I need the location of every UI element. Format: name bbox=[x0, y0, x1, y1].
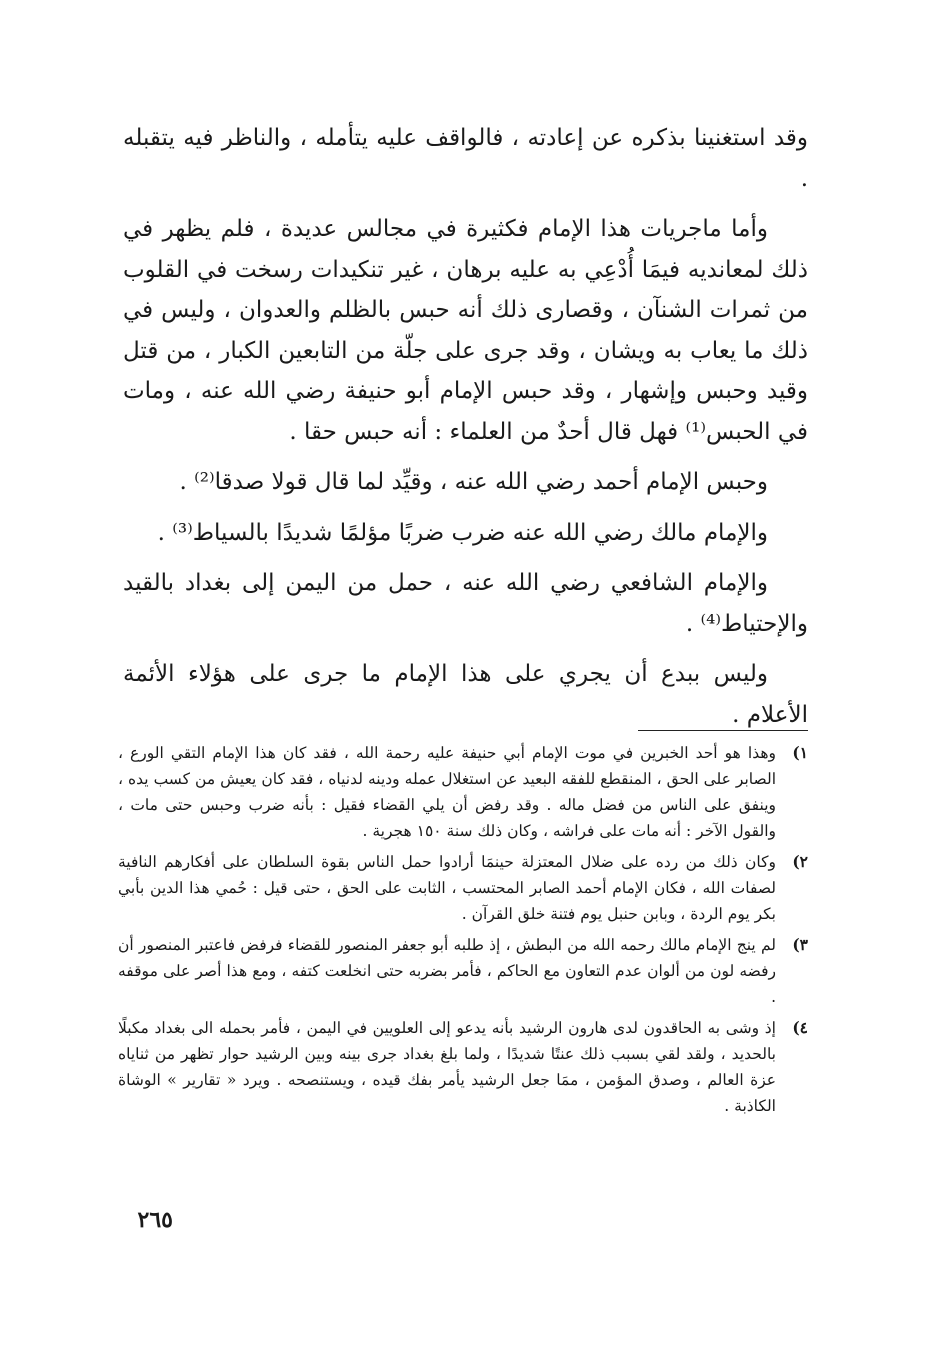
footnote-text: إذ وشى به الحاقدون لدى هارون الرشيد بأنه يدعو إلى العلويين في اليمن ، فأمر بحمله الى بغداد مكبلًا بالحديد ، ولقد لقي بسبب ذلك عنتًا شديدًا ، ولما بلغ بغداد جرى بينه وبين الرشيد حوار تظهر من ثناياه عزة العالم ، وصدق المؤمن ، ممَا جعل الرشيد يأمر بفك قيده ، ويستنصحه . ويرد « تقارير » الوشاة الكاذبة . bbox=[118, 1019, 776, 1115]
footnote-2 bbox=[118, 849, 808, 927]
paragraph-5: والإمام الشافعي رضي الله عنه ، حمل من اليمن إلى بغداد بالقيد والإحتياط⁽⁴⁾ . bbox=[123, 570, 808, 637]
footnote-3 bbox=[118, 932, 808, 1010]
paragraph-3: وحبس الإمام أحمد رضي الله عنه ، وقيِّد لما قال قولا صدقا⁽²⁾ . bbox=[179, 469, 768, 495]
footnote-number: ١) bbox=[792, 743, 808, 762]
footnote-number: ٣) bbox=[792, 935, 808, 954]
paragraph-4: والإمام مالك رضي الله عنه ضرب ضربًا مؤلمًا شديدًا بالسياط⁽³⁾ . bbox=[157, 519, 768, 546]
footnote-text: وهذا هو أحد الخبرين في موت الإمام أبي حنيفة عليه رحمة الله ، فقد كان هذا الإمام التقي الورع ، الصابر على الحق ، المنقطع للفقه البعيد عن استغلال عمله ودينه لدنياه ، فقد كان يعيش من كسب يده ، وينفق على الناس من فضل ماله . وقد رفض أن يلي القضاء فقيل : بأنه ضرب وحبس حتى مات ، والقول الآخر : أنه مات على فراشه ، وكان ذلك سنة ١٥٠ هجرية . bbox=[118, 744, 776, 840]
footnote-number: ٤) bbox=[792, 1018, 808, 1037]
footnote-text: لم ينج الإمام مالك رحمه الله من البطش ، إذ طلبه أبو جعفر المنصور للقضاء فرفض فاعتبر المنصور أن رفضه لون من ألوان عدم التعاون مع الحاكم ، فأمر بضربه حتى انخلعت كتفه ، ومع هذا أصر على موقفه . bbox=[118, 936, 776, 1006]
footnote-text: وكان ذلك من رده على ضلال المعتزلة حينمَا أرادوا حمل الناس بقوة السلطان على أفكارهم النافية لصفات الله ، فكان الإمام أحمد الصابر المحتسب ، الثابت على الحق ، حتى قيل : حُمي هذا الدين بأبي بكر يوم الردة ، وبابن حنبل يوم فتنة خلق القرآن . bbox=[118, 853, 776, 923]
main-text bbox=[123, 118, 808, 735]
footnote-4 bbox=[118, 1015, 808, 1119]
footnote-divider bbox=[638, 730, 808, 731]
footnotes bbox=[118, 740, 808, 1124]
footnote-number: ٢) bbox=[792, 852, 808, 871]
paragraph-2: وأما ماجريات هذا الإمام فكثيرة في مجالس عديدة ، فلم يظهر في ذلك لمعانديه فيمَا أُدْعِي به عليه برهان ، غير تنكيدات رسخت في القلوب من ثمرات الشنآن ، وقصارى ذلك أنه حبس بالظلم والعدوان ، وليس في ذلك ما يعاب به ويشان ، وقد جرى على جلّة من التابعين الكبار ، من قتل وقيد وحبس وإشهار ، وقد حبس الإمام أبو حنيفة رضي الله عنه ، ومات في الحبس⁽¹⁾ فهل قال أحدٌ من العلماء : أنه حبس حقا . bbox=[123, 216, 808, 445]
page-number: ٢٦٥ bbox=[137, 1207, 173, 1233]
paragraph-6: وليس ببدع أن يجري على هذا الإمام ما جرى على هؤلاء الأئمة الأعلام . bbox=[123, 661, 808, 728]
paragraph-1: وقد استغنينا بذكره عن إعادته ، فالواقف عليه يتأمله ، والناظر فيه يتقبله . bbox=[123, 125, 808, 192]
footnote-1 bbox=[118, 740, 808, 844]
